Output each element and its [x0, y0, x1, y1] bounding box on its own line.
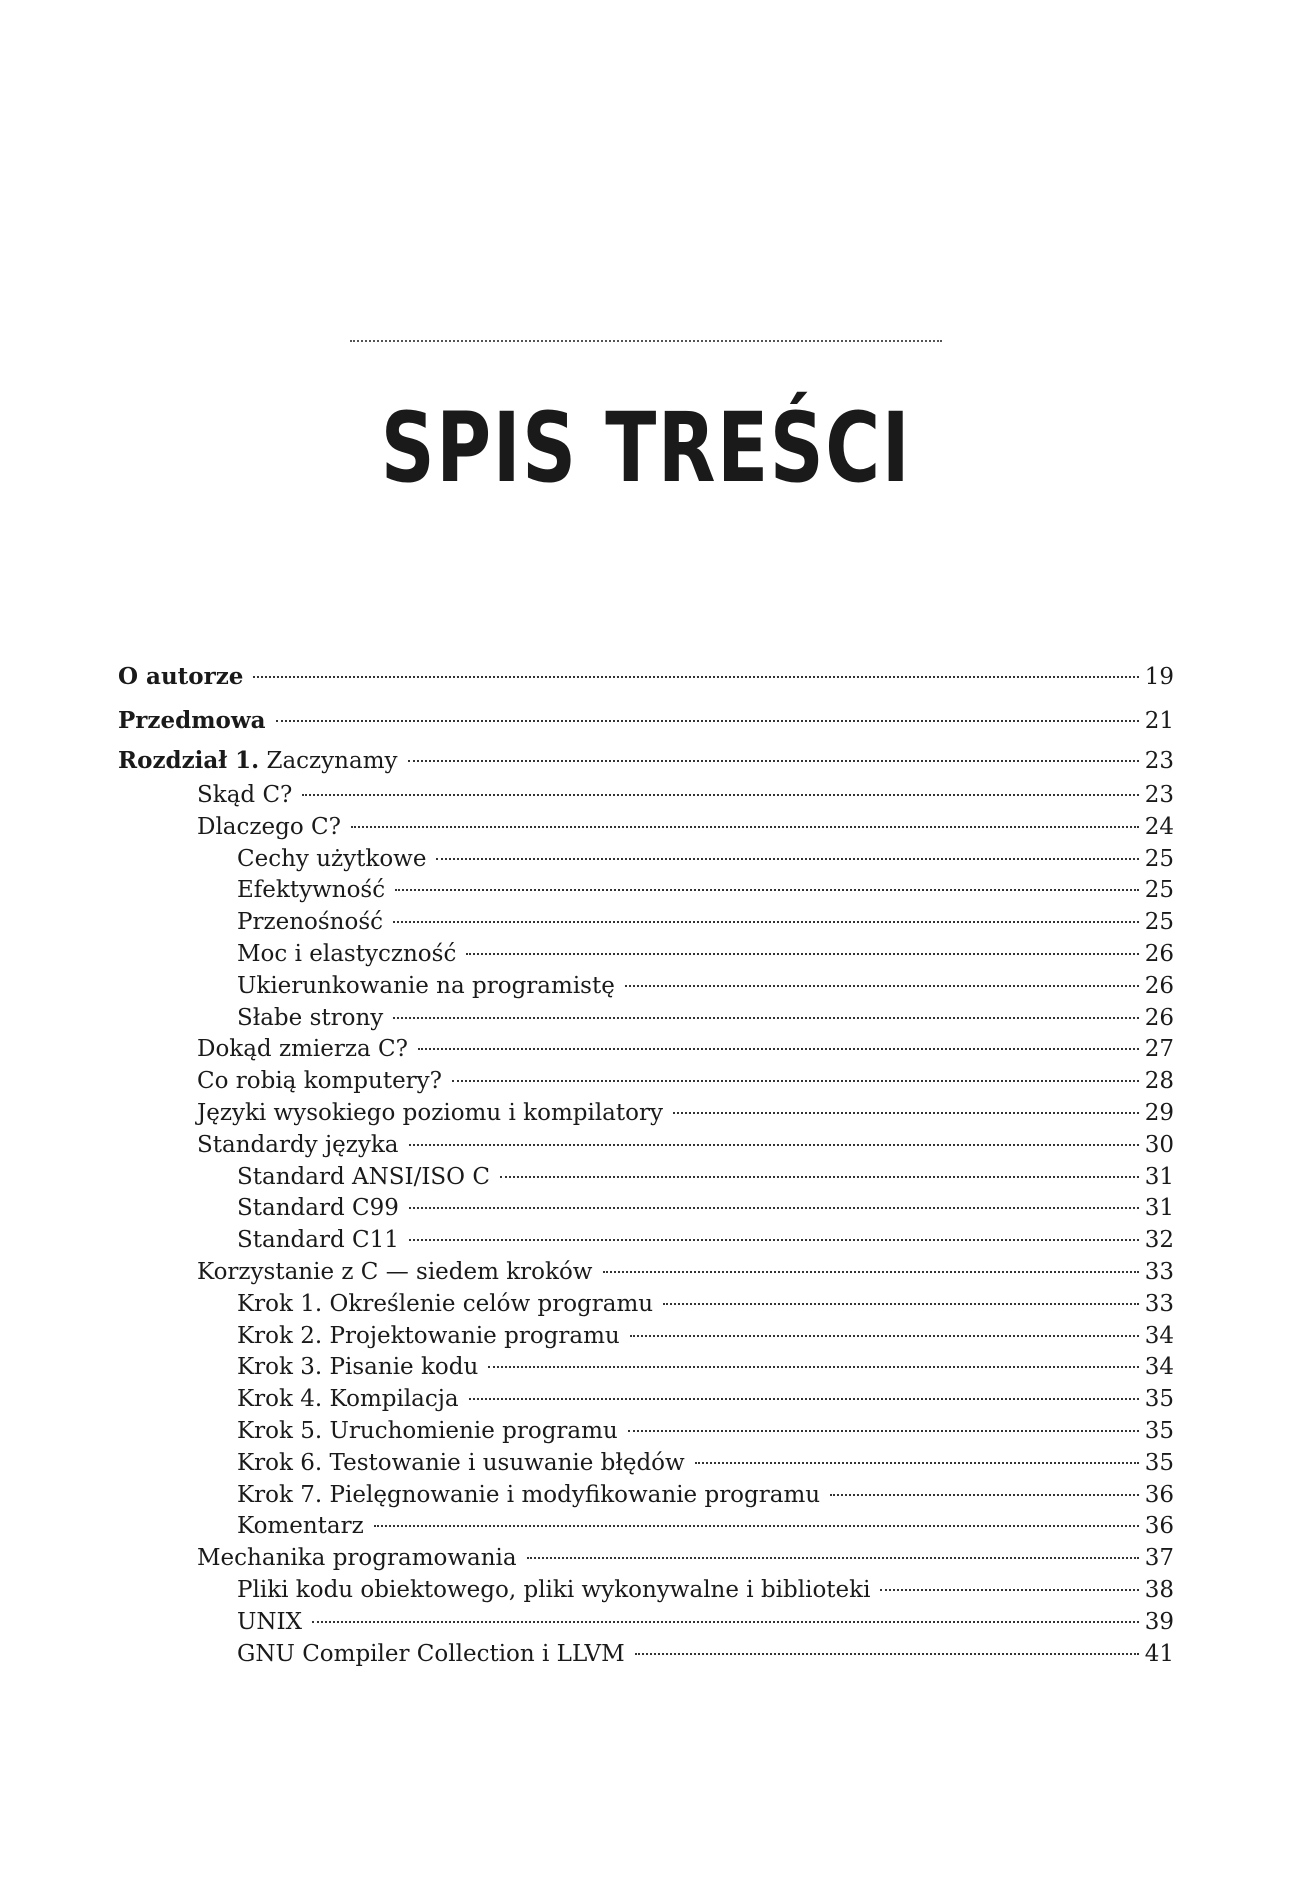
toc-page-number: 26	[1144, 972, 1174, 999]
toc-entry-label	[237, 1638, 625, 1671]
toc-entry-30[interactable]	[118, 1638, 1174, 1670]
toc-entry-23[interactable]	[118, 1415, 1174, 1447]
toc-entry-label	[237, 1161, 490, 1194]
toc-dot-leader	[695, 1462, 1139, 1464]
toc-dot-leader	[436, 858, 1138, 860]
toc-entry-title: Języki wysokiego poziomu i kompilatory	[197, 1099, 663, 1126]
toc-dot-leader	[630, 1335, 1139, 1337]
toc-entry-prefix: O autorze	[118, 663, 244, 690]
toc-entry-label	[237, 874, 385, 907]
toc-dot-leader	[469, 1398, 1139, 1400]
toc-entry-10[interactable]	[118, 1002, 1174, 1034]
toc-entry-13[interactable]	[118, 1097, 1174, 1129]
toc-entry-label	[197, 1033, 408, 1066]
toc-entry-title: Co robią komputery?	[197, 1068, 443, 1095]
toc-dot-leader	[351, 826, 1139, 828]
toc-entry-15[interactable]	[118, 1161, 1174, 1193]
toc-entry-label	[237, 1383, 459, 1416]
toc-entry-28[interactable]	[118, 1574, 1174, 1606]
toc-entry-12[interactable]	[118, 1065, 1174, 1097]
table-of-contents	[118, 655, 1174, 1669]
toc-entry-label	[237, 1415, 618, 1448]
toc-entry-title: Dlaczego C?	[197, 813, 341, 840]
toc-entry-19[interactable]	[118, 1288, 1174, 1320]
toc-entry-title: Korzystanie z C — siedem kroków	[197, 1258, 593, 1285]
toc-entry-label	[237, 1479, 820, 1512]
toc-dot-leader	[628, 1430, 1139, 1432]
toc-entry-title: Skąd C?	[197, 782, 293, 808]
toc-entry-label	[118, 699, 266, 743]
toc-page-number: 31	[1144, 1163, 1174, 1190]
toc-entry-7[interactable]	[118, 906, 1174, 938]
toc-page-number: 35	[1144, 1449, 1174, 1476]
toc-dot-leader	[395, 889, 1139, 891]
toc-dot-leader	[276, 720, 1139, 722]
toc-page-number: 21	[1144, 708, 1174, 734]
toc-dot-leader	[302, 794, 1138, 796]
toc-entry-27[interactable]	[118, 1542, 1174, 1574]
toc-entry-29[interactable]	[118, 1606, 1174, 1638]
toc-dot-leader	[253, 676, 1138, 678]
toc-entry-26[interactable]	[118, 1510, 1174, 1542]
toc-entry-label	[237, 1447, 685, 1480]
toc-entry-21[interactable]	[118, 1351, 1174, 1383]
toc-page-number: 33	[1144, 1258, 1174, 1285]
toc-entry-label	[237, 938, 456, 971]
toc-entry-label	[237, 1606, 302, 1639]
toc-entry-24[interactable]	[118, 1447, 1174, 1479]
toc-dot-leader	[663, 1303, 1139, 1305]
toc-dot-leader	[374, 1525, 1139, 1527]
toc-page-number: 41	[1144, 1640, 1174, 1667]
toc-entry-6[interactable]	[118, 874, 1174, 906]
toc-page-number: 30	[1144, 1131, 1174, 1158]
toc-entry-0[interactable]	[118, 655, 1174, 699]
toc-entry-label	[237, 1351, 478, 1384]
toc-entry-label	[118, 743, 398, 779]
toc-entry-label	[197, 1097, 663, 1130]
toc-entry-8[interactable]	[118, 938, 1174, 970]
toc-dot-leader	[830, 1494, 1139, 1496]
toc-entry-4[interactable]	[118, 811, 1174, 843]
toc-page-number: 36	[1144, 1513, 1174, 1540]
toc-page-number: 38	[1144, 1576, 1174, 1603]
toc-entry-20[interactable]	[118, 1320, 1174, 1352]
toc-entry-label	[237, 1510, 364, 1543]
toc-entry-title: Krok 3. Pisanie kodu	[237, 1354, 479, 1381]
toc-dot-leader	[408, 760, 1139, 762]
toc-entry-title: Krok 6. Testowanie i usuwanie błędów	[237, 1449, 685, 1476]
toc-page-number: 32	[1144, 1227, 1174, 1254]
toc-entry-label	[237, 906, 383, 939]
page-title: SPIS TREŚCI	[380, 392, 912, 504]
toc-dot-leader	[488, 1366, 1138, 1368]
toc-dot-leader	[409, 1239, 1139, 1241]
toc-dot-leader	[312, 1621, 1139, 1623]
toc-dot-leader	[500, 1176, 1139, 1178]
toc-entry-title: Standard ANSI/ISO C	[237, 1163, 490, 1190]
toc-entry-label	[197, 1256, 593, 1289]
toc-dot-leader	[527, 1557, 1139, 1559]
toc-entry-25[interactable]	[118, 1479, 1174, 1511]
toc-entry-title: Krok 7. Pielęgnowanie i modyfikowanie programu	[237, 1481, 821, 1508]
toc-entry-title: Standardy języka	[197, 1131, 399, 1158]
toc-page-number: 35	[1144, 1417, 1174, 1444]
toc-entry-5[interactable]	[118, 843, 1174, 875]
toc-page-number: 39	[1144, 1608, 1174, 1635]
toc-page-number: 23	[1144, 782, 1174, 808]
toc-dot-leader	[635, 1653, 1139, 1655]
toc-page-number: 19	[1144, 664, 1174, 690]
toc-entry-title: Cechy użytkowe	[237, 845, 427, 872]
toc-entry-17[interactable]	[118, 1224, 1174, 1256]
toc-entry-label	[237, 1574, 870, 1607]
toc-dot-leader	[452, 1080, 1139, 1082]
toc-page-number: 34	[1144, 1354, 1174, 1381]
toc-page-number: 26	[1144, 940, 1174, 967]
toc-page-number: 25	[1144, 877, 1174, 904]
toc-page-number: 34	[1144, 1322, 1174, 1349]
toc-page-number: 24	[1144, 813, 1174, 840]
toc-dot-leader	[393, 1017, 1138, 1019]
toc-entry-label	[237, 1224, 399, 1257]
toc-dot-leader	[418, 1048, 1139, 1050]
toc-entry-title: Dokąd zmierza C?	[197, 1036, 408, 1063]
toc-entry-14[interactable]	[118, 1129, 1174, 1161]
toc-entry-label	[237, 1192, 399, 1225]
toc-entry-title: Krok 5. Uruchomienie programu	[237, 1417, 618, 1444]
toc-entry-title: Mechanika programowania	[197, 1545, 517, 1572]
toc-entry-title: Krok 2. Projektowanie programu	[237, 1322, 620, 1349]
toc-entry-22[interactable]	[118, 1383, 1174, 1415]
toc-entry-label	[197, 1129, 399, 1162]
toc-entry-title: Komentarz	[237, 1513, 364, 1540]
toc-entry-label	[237, 843, 426, 876]
toc-entry-label	[237, 1288, 653, 1321]
toc-entry-title: Słabe strony	[237, 1004, 384, 1031]
toc-entry-label	[237, 1002, 383, 1035]
toc-entry-label	[197, 1542, 517, 1575]
toc-page-number: 27	[1144, 1036, 1174, 1063]
toc-entry-11[interactable]	[118, 1033, 1174, 1065]
toc-entry-2[interactable]	[118, 743, 1174, 779]
toc-entry-3[interactable]	[118, 779, 1174, 811]
toc-page-number: 25	[1144, 909, 1174, 936]
toc-entry-title: Efektywność	[237, 877, 386, 904]
toc-page-number: 26	[1144, 1004, 1174, 1031]
toc-entry-title: Przenośność	[237, 909, 384, 936]
toc-page-number: 35	[1144, 1386, 1174, 1413]
toc-entry-label	[197, 779, 292, 812]
toc-entry-title: Krok 1. Określenie celów programu	[237, 1290, 654, 1317]
toc-page-number: 29	[1144, 1099, 1174, 1126]
toc-entry-1[interactable]	[118, 699, 1174, 743]
toc-entry-16[interactable]	[118, 1192, 1174, 1224]
toc-dot-leader	[673, 1112, 1139, 1114]
toc-dot-leader	[466, 953, 1138, 955]
toc-entry-title: Zaczynamy	[259, 748, 398, 774]
toc-entry-label	[118, 655, 243, 699]
toc-entry-label	[237, 970, 615, 1003]
toc-dot-leader	[393, 921, 1139, 923]
toc-page-number: 23	[1144, 748, 1174, 774]
toc-entry-title: Pliki kodu obiektowego, pliki wykonywalne i biblioteki	[237, 1576, 871, 1603]
toc-entry-title: Ukierunkowanie na programistę	[237, 972, 615, 999]
toc-entry-title: Standard C99	[237, 1195, 399, 1222]
toc-page-number: 25	[1144, 845, 1174, 872]
toc-entry-title: Moc i elastyczność	[237, 940, 457, 967]
toc-page-number: 33	[1144, 1290, 1174, 1317]
top-rule	[350, 340, 942, 342]
toc-entry-18[interactable]	[118, 1256, 1174, 1288]
toc-page-number: 36	[1144, 1481, 1174, 1508]
toc-entry-prefix: Przedmowa	[118, 707, 266, 734]
toc-page-number: 28	[1144, 1068, 1174, 1095]
toc-dot-leader	[603, 1271, 1139, 1273]
toc-entry-label	[197, 1065, 442, 1098]
toc-dot-leader	[625, 985, 1139, 987]
toc-page-number: 37	[1144, 1545, 1174, 1572]
toc-entry-9[interactable]	[118, 970, 1174, 1002]
toc-page-number: 31	[1144, 1195, 1174, 1222]
toc-entry-title: GNU Compiler Collection i LLVM	[237, 1640, 625, 1667]
toc-dot-leader	[409, 1144, 1139, 1146]
toc-dot-leader	[880, 1589, 1138, 1591]
toc-entry-label	[237, 1320, 620, 1353]
toc-entry-title: Krok 4. Kompilacja	[237, 1386, 459, 1413]
toc-entry-title: Standard C11	[237, 1227, 399, 1254]
toc-entry-label	[197, 811, 341, 844]
toc-entry-prefix: Rozdział 1.	[118, 747, 260, 774]
toc-entry-title: UNIX	[237, 1608, 302, 1635]
toc-dot-leader	[409, 1207, 1139, 1209]
